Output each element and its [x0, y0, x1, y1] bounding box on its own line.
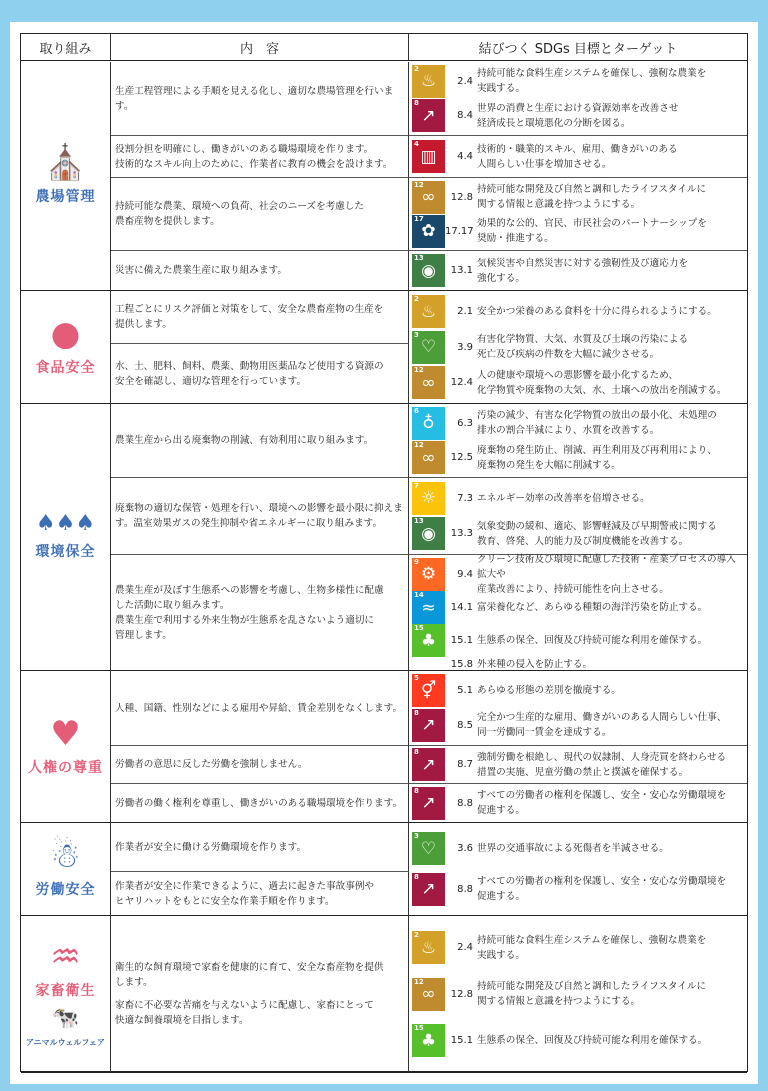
category-cell	[21, 916, 111, 1073]
sdg-cell	[409, 251, 747, 291]
content-text: 持続可能な農業、環境への負荷、社会のニーズを考慮した 農畜産物を提供します。	[115, 201, 364, 227]
sdg-goal-7-icon: 7 ☼	[412, 482, 445, 515]
sdg-target	[412, 180, 744, 214]
sdg-cell	[409, 555, 747, 671]
category-cell	[21, 62, 111, 291]
sdg-target	[412, 64, 744, 98]
target-text: 完全かつ生産的な雇用、働きがいのある人間らしい仕事、 同一労働同一賃金を達成する。	[477, 712, 727, 739]
target-text: 技術的・職業的スキル、雇用、働きがいのある 人間らしい仕事を増加させる。	[477, 143, 678, 170]
target-text: 廃棄物の発生防止、削減、再生利用及び再利用により、 廃棄物の発生を大幅に削減する。	[477, 444, 717, 471]
target-number: 4.4	[457, 151, 473, 162]
sdg-goal-number: 4	[414, 140, 419, 148]
sdg-goal-12-icon: 12 ∞	[412, 441, 445, 474]
sdg-goal-13-icon: 13 ◉	[412, 254, 445, 287]
sdg-target	[412, 481, 744, 515]
content-text: 生産工程管理による手順を見える化し、適切な農場管理を行います。	[115, 85, 394, 112]
sdg-cell	[409, 746, 747, 784]
target-text: 汚染の減少、有害な化学物質の放出の最小化、未処理の 排水の割合半減により、水質を改善する。	[477, 410, 717, 437]
sdg-goal-12-icon: 12 ∞	[412, 366, 445, 399]
sdg-goal-4-icon: 4 ▥	[412, 140, 445, 173]
sdg-target	[412, 140, 744, 174]
target-number: 12.4	[450, 377, 473, 388]
sdg-target	[412, 441, 744, 475]
sdg-target	[412, 214, 744, 248]
target-number: 8.8	[457, 797, 473, 809]
content-cell	[111, 872, 409, 916]
sdg-goal-3-icon: 3 ♡	[412, 331, 445, 364]
target-text: 持続可能な食料生産システムを確保し、強靭な農業を 実践する。	[477, 934, 707, 961]
sdg-goal-12-icon: 12 ∞	[412, 181, 445, 214]
sdg-goal-number: 8	[414, 872, 419, 881]
target-number: 13.1	[450, 265, 473, 276]
target-text: 持続可能な開発及び自然と調和したライフスタイルに 関する情報と意識を持つようにする。	[477, 981, 707, 1007]
target-text: エネルギー効率の改善率を倍増させる。	[477, 492, 650, 504]
target-number: 15.1	[450, 1035, 473, 1046]
sdg-goal-number: 17	[414, 214, 424, 223]
target-number: 3.6	[457, 843, 473, 855]
sdg-goal-number: 3	[414, 330, 419, 339]
sdg-target	[412, 786, 744, 820]
sdg-goal-8-icon: 8 ↗	[412, 787, 445, 820]
target-text: 安全かつ栄養のある食料を十分に得られるようにする。	[477, 306, 717, 317]
sdg-goal-number: 14	[414, 591, 424, 599]
sdg-cell	[409, 178, 747, 251]
content-cell	[111, 746, 409, 784]
sdg-target	[412, 657, 744, 672]
target-number: 8.5	[457, 719, 473, 731]
sdg-cell	[409, 62, 747, 136]
sdg-cell	[409, 291, 747, 404]
sdg-goal-number: 13	[414, 517, 424, 526]
farm-building-icon: ⛪	[44, 143, 87, 183]
sdg-target	[412, 674, 744, 708]
target-number: 6.3	[457, 417, 473, 429]
sdg-target	[412, 330, 744, 364]
target-text: 世界の消費と生産における資源効率を改善させ 経済成長と環境悪化の分断を図る。	[477, 102, 679, 129]
sdg-target	[412, 99, 744, 133]
content-text: 衛生的な飼育環境で家畜を健康的に育て、安全な畜産物を提供 します。	[115, 962, 384, 988]
target-text: 持続可能な食料生産システムを確保し、強靭な農業を 実践する。	[477, 68, 707, 95]
sdg-goal-15-icon: 15 ♣	[412, 1024, 445, 1057]
content-cell	[111, 478, 409, 555]
category-label: 人権の尊重	[28, 759, 103, 776]
sdg-goal-number: 12	[414, 366, 424, 374]
content-cell	[111, 62, 409, 136]
category-cell	[21, 291, 111, 404]
sdg-target	[412, 708, 744, 742]
sdg-target	[412, 624, 744, 657]
target-text: 気象変動の緩和、適応、影響軽減及び早期警戒に関する 教育、啓発、人的能力及び制度機能を改善する。	[477, 520, 717, 547]
sdg-goal-number: 6	[414, 406, 419, 415]
target-text: 強制労働を根絶し、現代の奴隷制、人身売買を終わらせる 措置の実施、児童労働の禁止と撲滅を確保する。	[477, 751, 727, 778]
target-number: 8.8	[457, 883, 473, 895]
content-cell	[111, 916, 409, 1073]
sdg-goal-8-icon: 8 ↗	[412, 873, 445, 906]
target-number: 2.4	[457, 75, 473, 87]
sdg-target	[412, 517, 744, 551]
heart-hand-icon: ♥	[50, 713, 81, 754]
sdg-goal-15-icon: 15 ♣	[412, 624, 445, 657]
category-label: 環境保全	[35, 544, 96, 560]
category-cell	[21, 823, 111, 916]
sdg-goal-number: 2	[414, 295, 419, 303]
content-text: 人種、国籍、性別などによる雇用や昇給、賃金差別をなくします。	[115, 702, 403, 714]
target-text: 世界の交通事故による死傷者を半減させる。	[477, 843, 669, 855]
sdg-goal-number: 13	[414, 254, 424, 262]
content-text: 水、土、肥料、飼料、農薬、動物用医薬品など使用する資源の 安全を確認し、適切な管理を行っています。	[115, 360, 384, 387]
content-cell	[111, 136, 409, 178]
sdg-goal-8-icon: 8 ↗	[412, 99, 445, 132]
target-number: 17.17	[445, 225, 474, 237]
target-text: 人の健康や環境への悪影響を最小化するため、 化学物質や廃棄物の大気、水、土壌への放出を削減する。	[477, 369, 727, 396]
sdg-goal-8-icon: 8 ↗	[412, 709, 445, 742]
target-number: 8.7	[457, 759, 473, 770]
sdg-goal-number: 5	[414, 674, 419, 683]
sdg-goal-14-icon: 14 ≈	[412, 591, 445, 624]
sdg-goal-2-icon: 2 ♨	[412, 931, 445, 964]
target-number: 12.8	[450, 988, 473, 1000]
content-text: 災害に備えた農業生産に取り組みます。	[115, 265, 287, 276]
header-initiative: 取り組み	[21, 34, 111, 61]
content-text: 作業者が安全に作業できるように、過去に起きた事故事例や ヒヤリハットをもとに安全な作業手順を作ります。	[115, 880, 375, 907]
target-number: 2.4	[457, 942, 473, 953]
sdg-goal-6-icon: 6 ♁	[412, 407, 445, 440]
sdg-target	[412, 254, 744, 288]
sdg-goal-number: 3	[414, 832, 419, 841]
sdg-target	[412, 366, 744, 400]
content-cell	[111, 178, 409, 251]
sdg-cell	[409, 136, 747, 178]
sdg-goal-number: 2	[414, 931, 419, 939]
target-number: 2.1	[457, 306, 473, 317]
content-cell	[111, 344, 409, 404]
sdg-goal-9-icon: 9 ⚙	[412, 558, 445, 591]
category-cell	[21, 671, 111, 823]
target-text: すべての労働者の権利を保護し、安全・安心な労働環境を 促進する。	[477, 790, 727, 816]
sdg-goal-number: 2	[414, 64, 419, 73]
content-text: 農業生産が及ぼす生態系への影響を考慮し、生物多様性に配慮 した活動に取り組みます。 農業生産で利用する外来生物が生態系を乱さないよう適切に 管理します。	[115, 584, 384, 641]
target-text: 持続可能な開発及び自然と調和したライフスタイルに 関する情報と意識を持つようにする。	[477, 184, 707, 210]
content-text: 作業者が安全に働ける労働環境を作ります。	[115, 841, 307, 853]
worker-icon: ☃	[50, 836, 81, 876]
sdg-goal-13-icon: 13 ◉	[412, 517, 445, 550]
content-text: 工程ごとにリスク評価と対策をして、安全な農畜産物の生産を 提供します。	[115, 304, 384, 330]
category-label: 食品安全	[35, 360, 96, 376]
sdg-goal-8-icon: 8 ↗	[412, 748, 445, 781]
sdg-goal-number: 8	[414, 748, 419, 756]
target-text: 外来種の侵入を防止する。	[477, 659, 593, 670]
sdg-goal-number: 12	[414, 441, 424, 450]
target-text: 生態系の保全、回復及び持続可能な利用を確保する。	[477, 635, 708, 646]
content-cell	[111, 671, 409, 746]
content-cell	[111, 251, 409, 291]
sdg-cell	[409, 404, 747, 478]
sdg-target	[412, 1024, 744, 1058]
sdg-target	[412, 591, 744, 624]
target-number: 8.4	[457, 110, 473, 122]
target-text: 生態系の保全、回復及び持続可能な利用を確保する。	[477, 1035, 708, 1046]
sdg-goal-number: 8	[414, 708, 419, 717]
target-text: 効果的な公的、官民、市民社会のパートナーシップを 奨励・推進する。	[477, 218, 707, 244]
sdg-target	[412, 748, 744, 781]
target-number: 9.4	[457, 568, 473, 580]
target-text: あらゆる形態の差別を撤廃する。	[477, 685, 621, 697]
content-cell	[111, 823, 409, 872]
target-number: 15.1	[450, 635, 473, 646]
sdg-goal-3-icon: 3 ♡	[412, 832, 445, 865]
sdg-cell	[409, 823, 747, 916]
sdg-goal-number: 9	[414, 557, 419, 566]
target-text: 気候災害や自然災害に対する強靭性及び適応力を 強化する。	[477, 257, 689, 284]
target-number: 7.3	[457, 492, 473, 504]
sdg-goal-5-icon: 5 ⚥	[412, 674, 445, 707]
sdg-goal-17-icon: 17 ✿	[412, 215, 445, 248]
animal-welfare-label: アニマルウェルフェア	[26, 1038, 105, 1047]
category-label: 農場管理	[35, 189, 96, 205]
target-text: 富栄養化など、あらゆる種類の海洋汚染を防止する。	[477, 602, 708, 613]
sdg-cell	[409, 784, 747, 823]
sdg-target	[412, 295, 744, 329]
sdg-goal-number: 15	[414, 624, 424, 632]
trees-icon: ♠♠♠	[35, 511, 96, 536]
target-number: 3.9	[457, 341, 473, 353]
category-label: 家畜衛生	[35, 983, 96, 999]
content-cell	[111, 291, 409, 344]
sdg-goal-number: 15	[414, 1024, 424, 1032]
target-number: 12.5	[450, 452, 473, 464]
sdg-goal-number: 7	[414, 481, 419, 490]
sdg-target	[412, 931, 744, 965]
target-number: 15.8	[450, 659, 473, 670]
content-text: 農業生産から出る廃棄物の削減、有効利用に取り組みます。	[115, 435, 374, 446]
sdg-goal-number: 8	[414, 99, 419, 108]
sdg-cell	[409, 916, 747, 1073]
category-label: 労働安全	[35, 882, 96, 898]
target-text: すべての労働者の権利を保護し、安全・安心な労働環境を 促進する。	[477, 876, 727, 903]
header-sdgs: 結びつく SDGs 目標とターゲット	[409, 34, 747, 61]
target-number: 14.1	[450, 602, 473, 613]
category-cell	[21, 404, 111, 671]
sdg-goal-2-icon: 2 ♨	[412, 295, 445, 328]
sdg-target	[412, 832, 744, 866]
content-cell	[111, 555, 409, 671]
sdgs-table	[20, 33, 748, 1072]
content-text: 廃棄物の適切な保管・処理を行い、環境への影響を最小限に抑えます。温室効果ガスの発生抑制や省エネルギーに取り組みます。	[115, 503, 403, 529]
content-cell	[111, 404, 409, 478]
target-number: 5.1	[457, 685, 473, 697]
sdg-cell	[409, 671, 747, 746]
cleaning-bucket-icon: ♒	[50, 937, 81, 977]
animal-icon: 🐄	[51, 1006, 80, 1031]
header-content: 内 容	[111, 34, 409, 61]
sdg-target	[412, 406, 744, 440]
sdg-goal-number: 8	[414, 786, 419, 795]
content-text: 労働者の意思に反した労働を強制しません。	[115, 759, 308, 770]
target-number: 12.8	[450, 191, 473, 203]
content-text: 労働者の働く権利を尊重し、働きがいのある職場環境を作ります。	[115, 797, 403, 809]
target-number: 13.3	[450, 528, 473, 540]
content-cell	[111, 784, 409, 823]
sdg-target	[412, 977, 744, 1011]
sdg-cell	[409, 478, 747, 555]
target-text: 有害化学物質、大気、水質及び土壌の汚染による 死亡及び疾病の件数を大幅に減少させる。	[477, 334, 689, 360]
content-text: 家畜に不必要な苦痛を与えないように配慮し、家畜にとって 快適な飼養環境を目指します。	[115, 1000, 374, 1026]
content-text: 役割分担を明確にし、働きがいのある職場環境を作ります。 技術的なスキル向上のために、作業者に教育の機会を設けます。	[115, 143, 393, 170]
meat-tomato-icon: ●	[50, 314, 81, 354]
sdg-target	[412, 872, 744, 906]
sdg-goal-12-icon: 12 ∞	[412, 978, 445, 1011]
sdg-goal-number: 12	[414, 977, 424, 986]
sdg-goal-number: 12	[414, 180, 424, 189]
sdg-goal-2-icon: 2 ♨	[412, 65, 445, 98]
target-text: クリーン技術及び環境に配慮した技術・産業プロセスの導入拡大や 産業改善により、持続可能性を向上させる。	[477, 553, 736, 595]
